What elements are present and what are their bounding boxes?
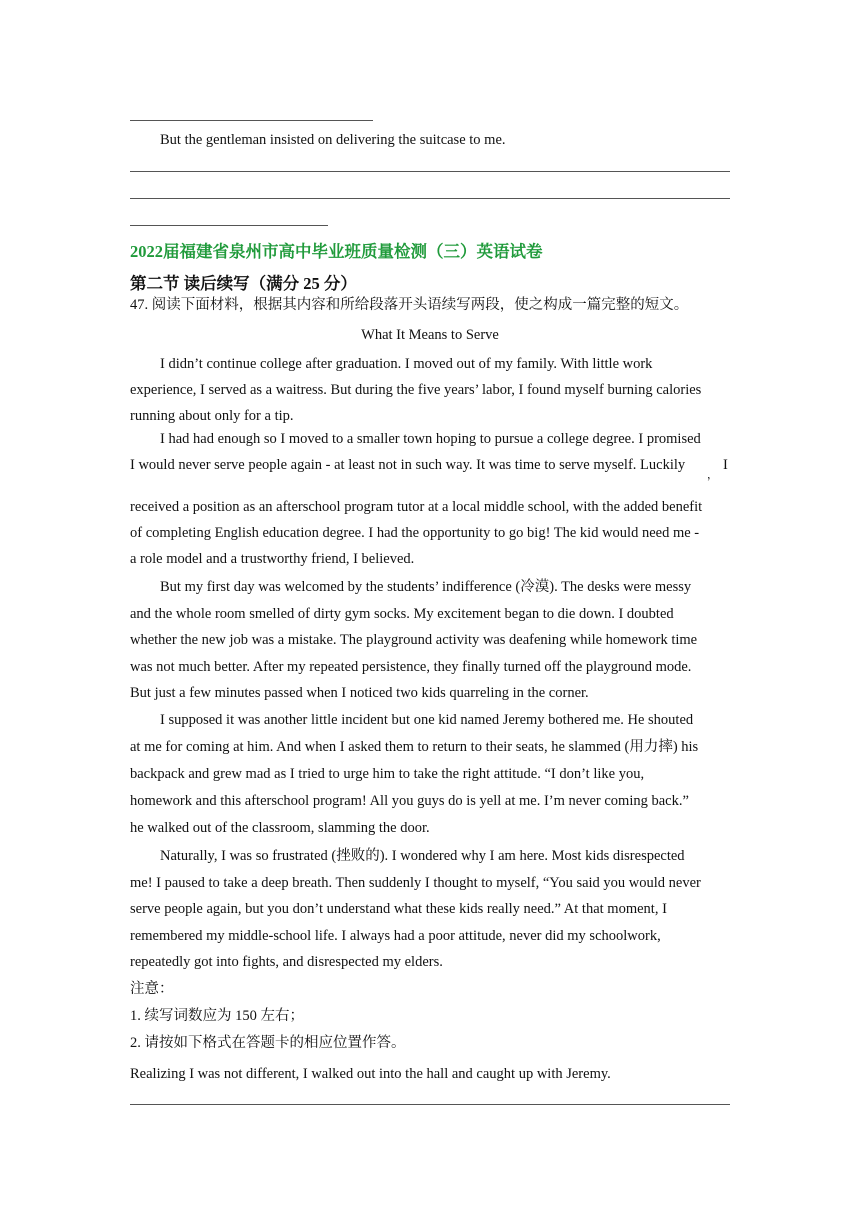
answer-line (130, 1104, 730, 1105)
passage-title: What It Means to Serve (361, 327, 499, 343)
paragraph-line: Naturally, I was so frustrated (挫败的). I wondered why I am here. Most kids disrespected (160, 848, 685, 864)
paragraph-line: received a position as an afterschool program tutor at a local middle school, with the added benefit (130, 499, 703, 515)
luckily-comma: ， (707, 469, 718, 481)
subsection-title: 第二节 读后续写（满分 25 分） (130, 274, 357, 293)
passage-paragraph-1 (130, 351, 730, 429)
answer-line (130, 198, 730, 199)
paragraph-line: I didn’t continue college after graduation. I moved out of my family. With little work (160, 356, 653, 372)
paragraph-line: whether the new job was a mistake. The playground activity was deafening while homework time (130, 632, 698, 648)
paragraph-line: But my first day was welcomed by the students’ indifference (冷漠). The desks were messy (160, 579, 692, 595)
paragraph-line: running about only for a tip. (130, 408, 294, 424)
paragraph-line: and the whole room smelled of dirty gym socks. My excitement began to die down. I doubted (130, 605, 674, 622)
paragraph-line: serve people again, but you don’t understand what these kids really need.” At that moment, I (130, 901, 667, 917)
paragraph-line: I had had enough so I moved to a smaller town hoping to pursue a college degree. I promised (160, 431, 701, 447)
paragraph-line: he walked out of the classroom, slamming the door. (130, 820, 430, 836)
answer-line-short (130, 225, 328, 226)
luckily-I: I (723, 457, 728, 473)
paragraph-line: But just a few minutes passed when I noticed two kids quarreling in the corner. (130, 685, 589, 701)
section-title: 2022届福建省泉州市高中毕业班质量检测（三）英语试卷 (130, 242, 543, 261)
paragraph-line: remembered my middle-school life. I always had a poor attitude, never did my schoolwork, (130, 927, 661, 944)
paragraph-line: backpack and grew mad as I tried to urge him to take the right attitude. “I don’t like you, (130, 766, 645, 782)
notes-item: 1. 续写词数应为 150 左右； (130, 1008, 304, 1024)
prompt-sentence: But the gentleman insisted on delivering the suitcase to me. (160, 132, 506, 148)
question-instruction: 47. 阅读下面材料，根据其内容和所给段落开头语续写两段，使之构成一篇完整的短文。 (130, 297, 689, 313)
passage-paragraph-2-rest (130, 494, 730, 572)
notes-block (130, 976, 730, 1057)
paragraph-line: I supposed it was another little incident but one kid named Jeremy bothered me. He shouted (160, 712, 694, 728)
passage-paragraph-5 (130, 843, 730, 976)
paragraph-line: homework and this afterschool program! All you guys do is yell at me. I’m never coming back.” (130, 793, 689, 809)
paragraph-line: I would never serve people again - at least not in such way. It was time to serve myself. Luckily (130, 457, 686, 473)
answer-line (130, 171, 730, 172)
paragraph-line: of completing English education degree. I had the opportunity to go big! The kid would need me - (130, 525, 700, 541)
prompt-sentence-2: Realizing I was not different, I walked out into the hall and caught up with Jeremy. (130, 1066, 611, 1082)
paragraph-line: a role model and a trustworthy friend, I believed. (130, 551, 415, 567)
paragraph-line: repeatedly got into fights, and disrespected my elders. (130, 954, 443, 970)
paragraph-line: at me for coming at him. And when I asked them to return to their seats, he slammed (用力摔) his (130, 739, 699, 755)
paragraph-line: me! I paused to take a deep breath. Then suddenly I thought to myself, “You said you would never (130, 874, 701, 891)
paragraph-line: experience, I served as a waitress. But during the five years’ labor, I found myself burning calories (130, 382, 702, 398)
answer-line-short (130, 120, 373, 121)
notes-item: 2. 请按如下格式在答题卡的相应位置作答。 (130, 1035, 406, 1051)
notes-label: 注意： (130, 981, 174, 997)
paragraph-line: was not much better. After my repeated persistence, they finally turned off the playground mode. (130, 658, 692, 675)
passage-paragraph-3 (130, 574, 730, 707)
passage-paragraph-4 (130, 707, 730, 842)
